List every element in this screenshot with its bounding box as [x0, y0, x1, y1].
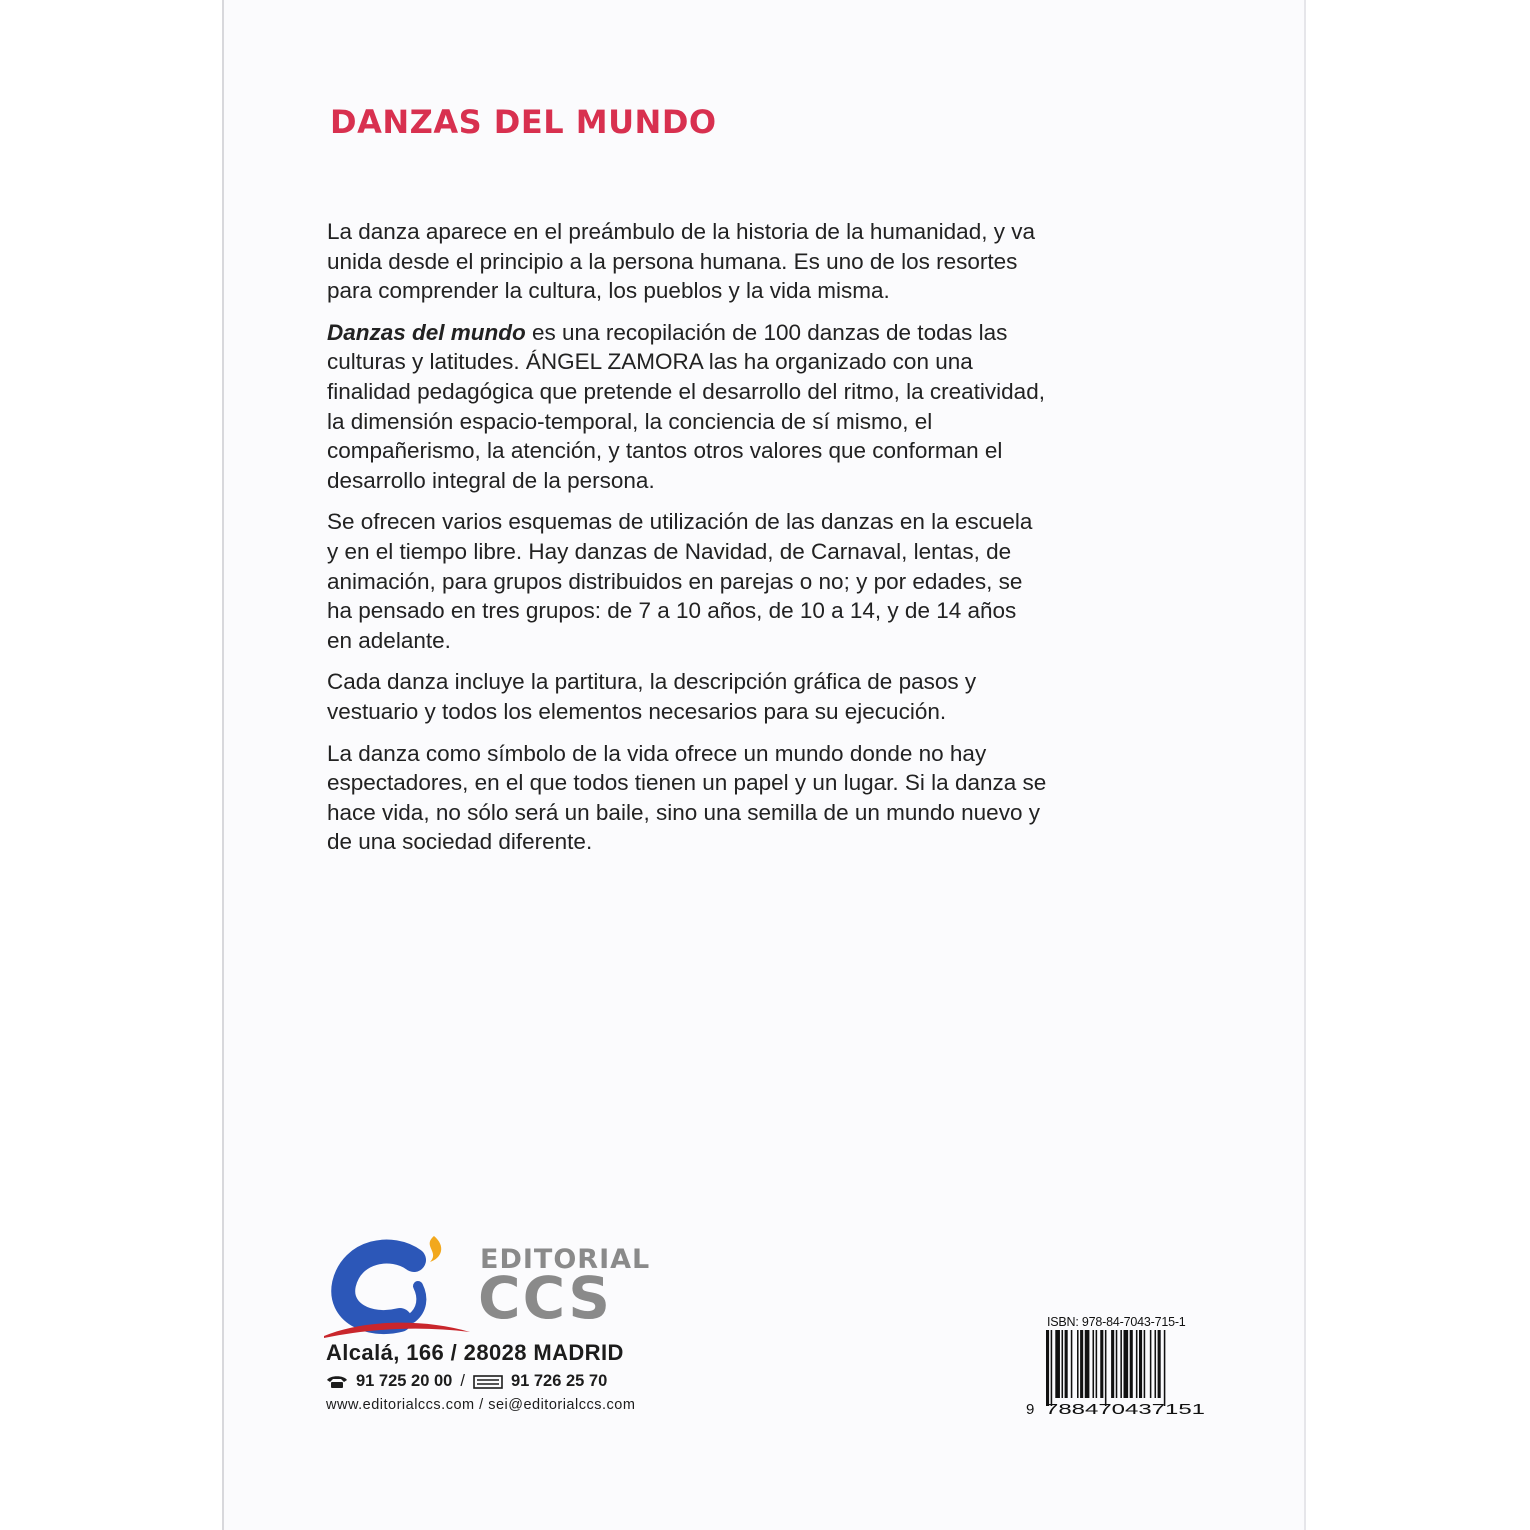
barcode-bar	[1100, 1330, 1103, 1398]
barcode-digits: 788470437151	[1045, 1401, 1205, 1416]
logo-line-2: CCS	[478, 1264, 612, 1332]
barcode-bar	[1096, 1330, 1098, 1398]
barcode-bar	[1139, 1330, 1142, 1398]
blurb	[327, 217, 1047, 869]
barcode-bar	[1105, 1330, 1107, 1406]
separator: /	[479, 1397, 489, 1413]
barcode-bar	[1155, 1330, 1157, 1398]
phone-icon	[326, 1375, 348, 1389]
barcode-bar	[1071, 1330, 1073, 1398]
paragraph-1: La danza aparece en el preámbulo de la historia de la humanidad, y va unida desde el principio a la persona humana. Es uno de los resortes para comprender la cultura, los pueblos y la vida misma.	[327, 219, 1035, 304]
barcode-first-digit: 9	[1026, 1401, 1035, 1416]
website-link[interactable]: www.editorialccs.com	[326, 1397, 475, 1413]
separator: /	[460, 1372, 465, 1390]
publisher-logo	[322, 1232, 652, 1342]
logo-emblem	[324, 1236, 470, 1338]
fax-icon	[473, 1375, 503, 1389]
barcode-bar	[1077, 1330, 1079, 1398]
barcode-bar	[1150, 1330, 1152, 1398]
paragraph-2-text: es una recopilación de 100 danzas de todas las culturas y latitudes. ÁNGEL ZAMORA las ha organizado con una finalidad pedagógica que pretende el desarrollo del ritmo, la creatividad, la dimensión espacio-temporal, la conciencia de sí mismo, el compañerismo, la atención, y tantos otros valores que conforman el desarrollo integral de la persona.	[327, 319, 1045, 493]
logo-line-1: EDITORIAL	[480, 1244, 651, 1275]
barcode-bar	[1065, 1330, 1068, 1398]
publisher-address: Alcalá, 166 / 28028 MADRID	[326, 1340, 624, 1365]
barcode-bar	[1085, 1330, 1090, 1398]
barcode-bar	[1093, 1330, 1095, 1398]
barcode-bar	[1144, 1330, 1146, 1398]
barcode-bars	[1046, 1330, 1165, 1406]
paragraph-2	[327, 318, 1047, 496]
barcode-bar	[1158, 1330, 1161, 1398]
isbn-label: ISBN: 978-84-7043-715-1	[1047, 1315, 1186, 1329]
fax-number: 91 726 25 70	[510, 1372, 608, 1390]
barcode-bar	[1120, 1330, 1122, 1398]
barcode-bar	[1130, 1330, 1133, 1398]
barcode-bar	[1046, 1330, 1049, 1406]
email-link[interactable]: sei@editorialccs.com	[488, 1397, 636, 1413]
barcode-bar	[1164, 1330, 1166, 1406]
book-title-emphasis: Danzas del mundo	[327, 319, 526, 345]
barcode-bar	[1051, 1330, 1053, 1406]
barcode-bar	[1136, 1330, 1138, 1398]
barcode-bar	[1080, 1330, 1083, 1398]
web-contacts	[326, 1397, 635, 1413]
barcode-bar	[1116, 1330, 1118, 1398]
phone-number: 91 725 20 00	[356, 1372, 453, 1390]
paragraph-3: Se ofrecen varios esquemas de utilización de las danzas en la escuela y en el tiempo libre. Hay danzas de Navidad, de Carnaval, lentas, de animación, para grupos distribuidos en parejas o no; y por edades, se ha pensado en tres grupos: de 7 a 10 años, de 10 a 14, y de 14 años en adelante.	[327, 509, 1033, 653]
book-title: DANZAS DEL MUNDO	[330, 103, 717, 141]
paragraph-4: Cada danza incluye la partitura, la descripción gráfica de pasos y vestuario y todos los elementos necesarios para su ejecución.	[327, 669, 977, 724]
isbn-barcode	[1026, 1330, 1210, 1416]
barcode-bar	[1124, 1330, 1129, 1398]
contact-phones	[326, 1372, 607, 1391]
barcode-bar	[1062, 1330, 1064, 1398]
barcode-bar	[1055, 1330, 1060, 1398]
barcode-bar	[1111, 1330, 1114, 1398]
paragraph-5: La danza como símbolo de la vida ofrece un mundo donde no hay espectadores, en el que todos tienen un papel y un lugar. Si la danza se hace vida, no sólo será un baile, sino una semilla de un mundo nuevo y de una sociedad diferente.	[327, 740, 1047, 855]
